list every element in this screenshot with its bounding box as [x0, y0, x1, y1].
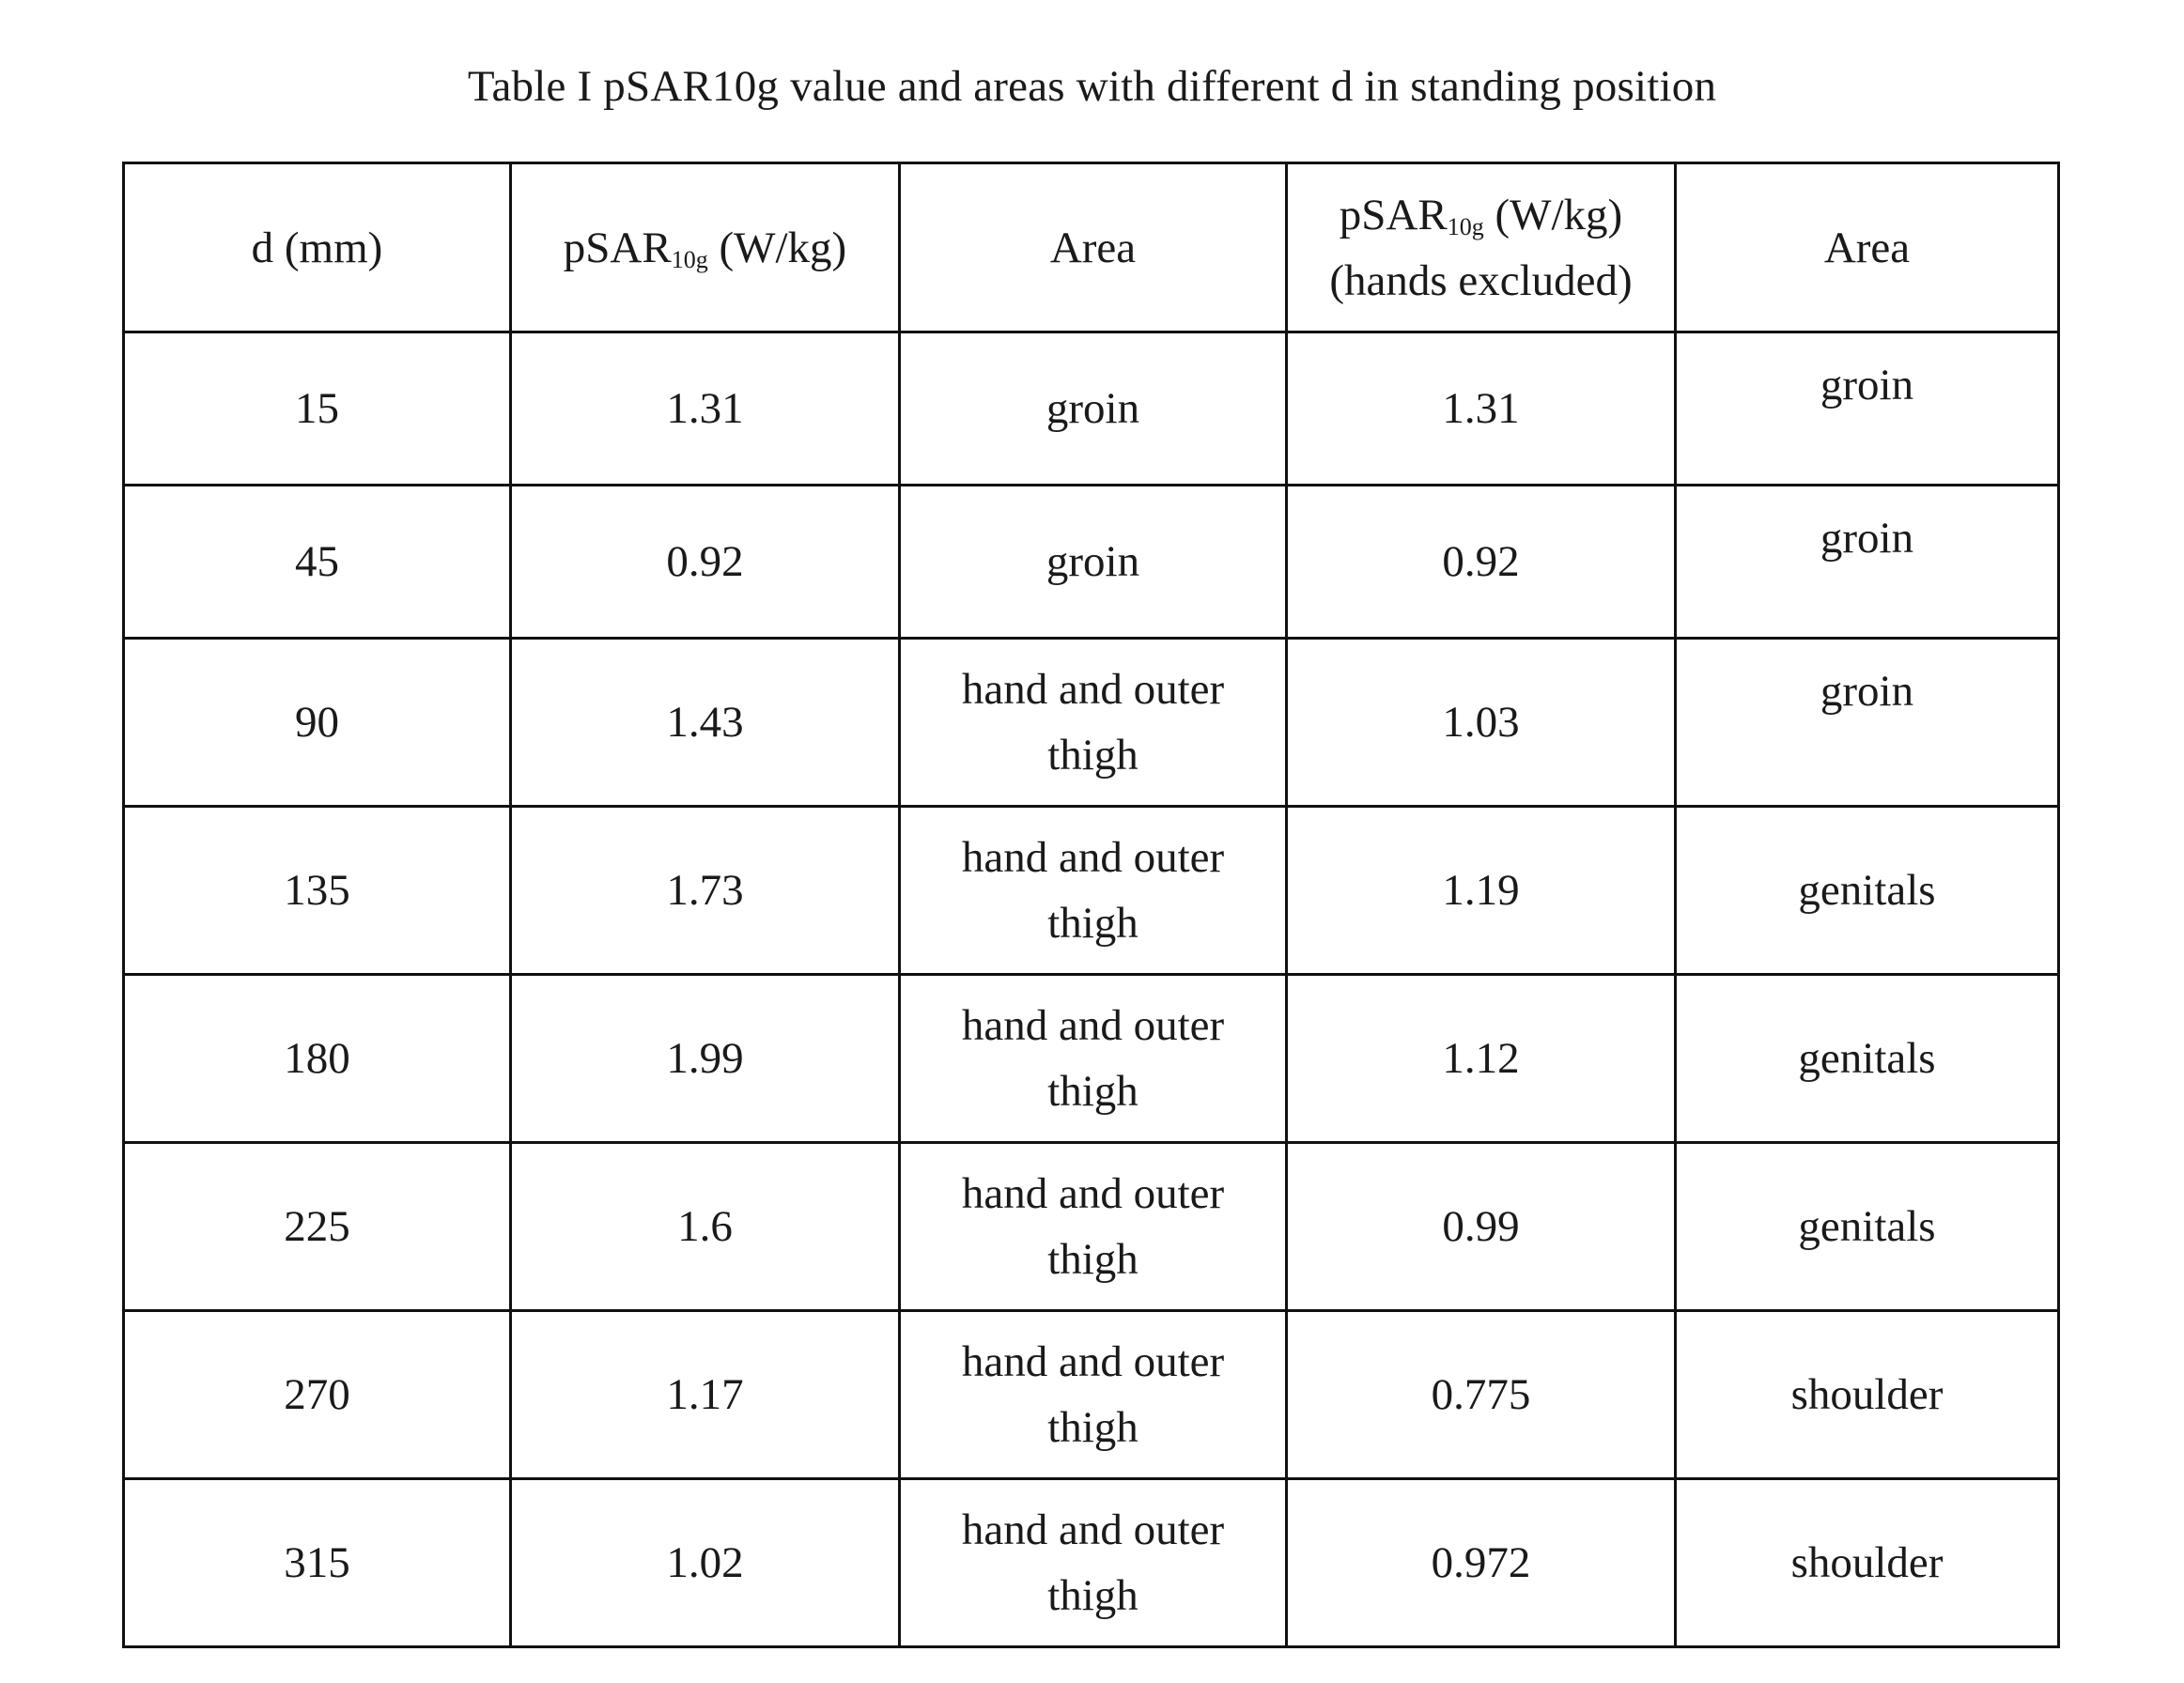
psar-table — [122, 162, 2060, 1648]
cell-area: hand and outer thigh — [900, 1143, 1287, 1311]
table-row — [124, 1479, 2059, 1647]
cell-psar: 1.73 — [511, 807, 900, 975]
cell-psar: 1.99 — [511, 975, 900, 1143]
table-row — [124, 1311, 2059, 1479]
table-header-row — [124, 163, 2059, 332]
cell-d: 90 — [124, 639, 511, 807]
header-area: Area — [900, 163, 1287, 332]
cell-psar-excl: 1.12 — [1287, 975, 1676, 1143]
cell-psar-excl: 0.972 — [1287, 1479, 1676, 1647]
cell-area: groin — [900, 332, 1287, 486]
cell-psar-excl: 0.775 — [1287, 1311, 1676, 1479]
cell-psar: 1.31 — [511, 332, 900, 486]
cell-area-excl: shoulder — [1676, 1479, 2059, 1647]
header-area-hands-excluded: Area — [1676, 163, 2059, 332]
cell-area: hand and outer thigh — [900, 975, 1287, 1143]
table-row — [124, 332, 2059, 486]
cell-psar: 1.43 — [511, 639, 900, 807]
cell-psar: 1.02 — [511, 1479, 900, 1647]
cell-area-excl: groin — [1676, 486, 2059, 639]
cell-d: 15 — [124, 332, 511, 486]
cell-area: groin — [900, 486, 1287, 639]
cell-area: hand and outer thigh — [900, 1311, 1287, 1479]
table-row — [124, 486, 2059, 639]
header-psar-hands-excluded: pSAR$_{10g}$ (W/kg) (hands excluded) — [1287, 163, 1676, 332]
cell-psar-excl: 1.31 — [1287, 332, 1676, 486]
cell-d: 135 — [124, 807, 511, 975]
cell-area-excl: genitals — [1676, 975, 2059, 1143]
cell-area-excl: genitals — [1676, 1143, 2059, 1311]
cell-d: 180 — [124, 975, 511, 1143]
header-psar: pSAR$_{10g}$ (W/kg) — [511, 163, 900, 332]
cell-area-excl: shoulder — [1676, 1311, 2059, 1479]
cell-area: hand and outer thigh — [900, 639, 1287, 807]
cell-psar-excl: 0.99 — [1287, 1143, 1676, 1311]
cell-d: 270 — [124, 1311, 511, 1479]
cell-psar-excl: 0.92 — [1287, 486, 1676, 639]
header-d: d (mm) — [124, 163, 511, 332]
cell-d: 315 — [124, 1479, 511, 1647]
cell-psar-excl: 1.19 — [1287, 807, 1676, 975]
cell-psar: 1.17 — [511, 1311, 900, 1479]
cell-d: 45 — [124, 486, 511, 639]
table-row — [124, 1143, 2059, 1311]
cell-area: hand and outer thigh — [900, 807, 1287, 975]
cell-psar: 0.92 — [511, 486, 900, 639]
table-row — [124, 639, 2059, 807]
cell-area-excl: groin — [1676, 332, 2059, 486]
cell-area-excl: groin — [1676, 639, 2059, 807]
table-caption: Table I pSAR10g value and areas with different d in standing position — [467, 62, 1717, 111]
table-row — [124, 975, 2059, 1143]
cell-psar-excl: 1.03 — [1287, 639, 1676, 807]
cell-psar: 1.6 — [511, 1143, 900, 1311]
cell-area: hand and outer thigh — [900, 1479, 1287, 1647]
table-row — [124, 807, 2059, 975]
cell-d: 225 — [124, 1143, 511, 1311]
cell-area-excl: genitals — [1676, 807, 2059, 975]
